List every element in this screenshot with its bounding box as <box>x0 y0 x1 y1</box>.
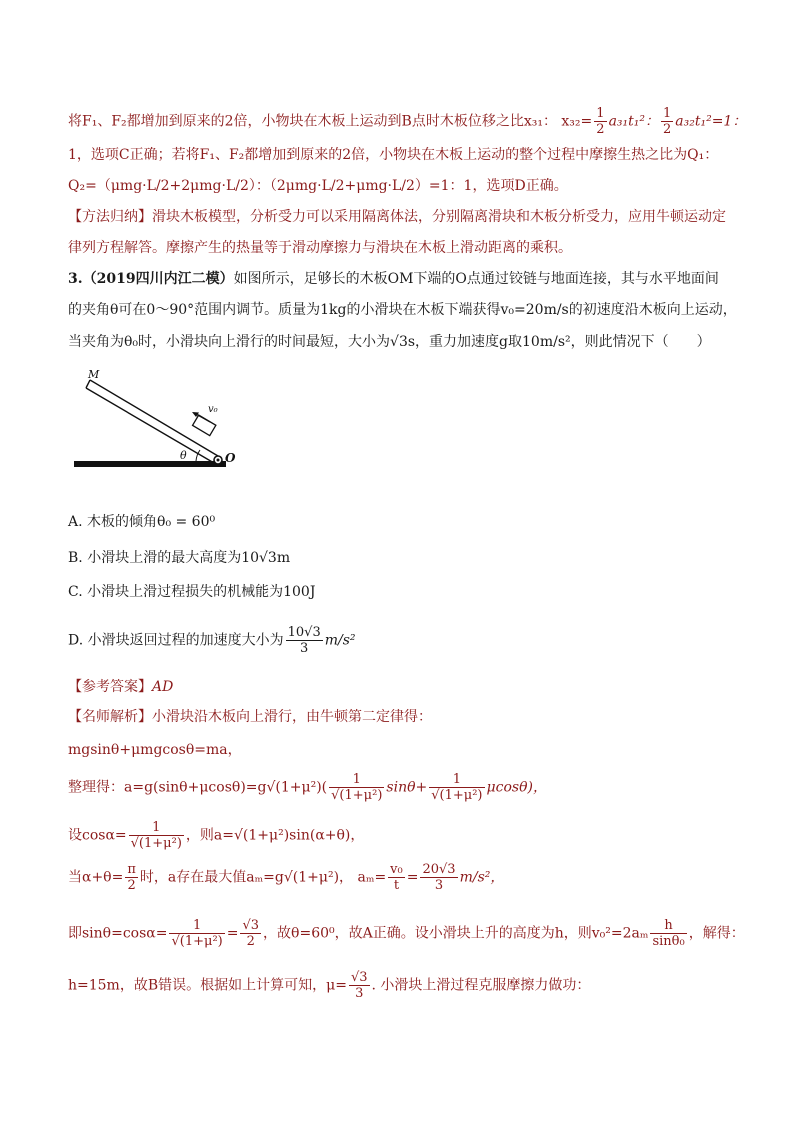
analysis-intro: 小滑块沿木板向上滑行，由牛顿第二定律得： <box>152 709 432 725</box>
question-3-line-1 <box>68 269 719 289</box>
method-summary-text: 滑块木板模型，分析受力可以采用隔离体法，分别隔离滑块和木板分析受力，应用牛顿运动定 <box>152 209 726 225</box>
text-line-1-a32: a₃₂t₁²=1： <box>675 113 747 130</box>
method-summary-line-1 <box>68 207 726 227</box>
plank-end <box>86 380 90 388</box>
method-summary-tag: 【方法归纳】 <box>68 209 152 225</box>
choice-b: B. 小滑块上滑的最大高度为10√3m <box>68 550 291 566</box>
text-line-1 <box>68 106 746 137</box>
label-theta: θ <box>180 449 187 462</box>
fraction-half: $\frac{1}{2}$ <box>596 106 605 137</box>
question-3-head: 3.（2019四川内江二模） <box>68 271 234 287</box>
text-line-1-a31: a₃₁t₁²： <box>608 113 659 130</box>
analysis-eq4: 当α+θ= $\frac{\pi}{2}$ 时，a存在最大值aₘ=g√(1+μ²)， aₘ= $\frac{\text{v₀}}{t}$ = $\frac{20√3}{3}$ m/s²， <box>68 862 505 893</box>
question-3-text-a: 如图所示，足够长的木板OM下端的O点通过铰链与地面连接，其与水平地面间 <box>233 271 719 287</box>
analysis-eq3: 设cosα= $\frac{1}{\text{√(1+μ²)}}$ ，则a=√(1+μ²)sin(α+θ)， <box>68 820 365 851</box>
label-M: M <box>88 368 100 381</box>
analysis-eq5: 即sinθ=cosα= $\frac{1}{\text{√(1+μ²)}}$ = $\frac{√3}{2}$ ，故θ=60⁰，故A正确。设小滑块上升的高度为h，则v₀²=2aₘ $\frac{h}{\text{sinθ₀}}$ ，解得： <box>68 918 745 949</box>
method-summary-line-2: 律列方程解答。摩擦产生的热量等于滑动摩擦力与滑块在木板上滑动距离的乘积。 <box>68 240 572 256</box>
analysis-tag: 【名师解析】 <box>68 709 152 725</box>
text-line-2: 1，选项C正确；若将F₁、F₂都增加到原来的2倍，小物块在木板上运动的整个过程中摩擦生热之比为Q₁： <box>68 147 719 163</box>
label-O: O <box>225 451 236 465</box>
question-3-line-3: 当夹角为θ₀时，小滑块向上滑行的时间最短，大小为√3s，重力加速度g取10m/s²，则此情况下（ ） <box>68 334 711 350</box>
angle-arc <box>196 450 200 461</box>
hinge-dot <box>217 459 220 462</box>
question-3-line-2: 的夹角θ可在0～90°范围内调节。质量为1kg的小滑块在木板下端获得v₀=20m/s的初速度沿木板向上运动， <box>68 302 737 318</box>
ground <box>74 461 226 467</box>
analysis-eq6: h=15m，故B错误。根据如上计算可知，μ= $\frac{√3}{3}$ . 小滑块上滑过程克服摩擦力做功： <box>68 970 591 1001</box>
analysis-eq1: mgsinθ+μmgcosθ=ma， <box>68 742 242 758</box>
analysis-line-1 <box>68 707 432 727</box>
choice-d-fraction: $\frac{10√3}{3}$ <box>287 625 321 656</box>
fraction-half-2: $\frac{1}{2}$ <box>662 106 672 137</box>
answer-tag: 【参考答案】 <box>68 679 152 695</box>
choice-c: C. 小滑块上滑过程损失的机械能为100J <box>68 584 316 600</box>
answer-value: AD <box>152 679 174 695</box>
incline-diagram <box>72 368 242 476</box>
choice-d-text: D. 小滑块返回过程的加速度大小为 <box>68 632 284 649</box>
choice-a: A. 木板的倾角θ₀ = 60⁰ <box>68 514 216 530</box>
choice-d-unit: m/s² <box>324 632 356 649</box>
choice-d <box>68 625 356 656</box>
answer-line <box>68 677 173 697</box>
text-line-1-main: 将F₁、F₂都增加到原来的2倍，小物块在木板上运动到B点时木板位移之比x₃₁： x₃₂= <box>68 113 593 130</box>
label-v0: v₀ <box>208 404 218 415</box>
text-line-3: Q₂=（μmg·L/2+2μmg·L/2）：（2μmg·L/2+μmg·L/2）=1：1，选项D正确。 <box>68 178 568 194</box>
analysis-eq2: 整理得：a=g(sinθ+μcosθ)=g√(1+μ²)( $\frac{1}{\text{√(1+μ²)}}$ sinθ+ $\frac{1}{\text{√(1+μ²)}}$ μcosθ)， <box>68 772 547 803</box>
